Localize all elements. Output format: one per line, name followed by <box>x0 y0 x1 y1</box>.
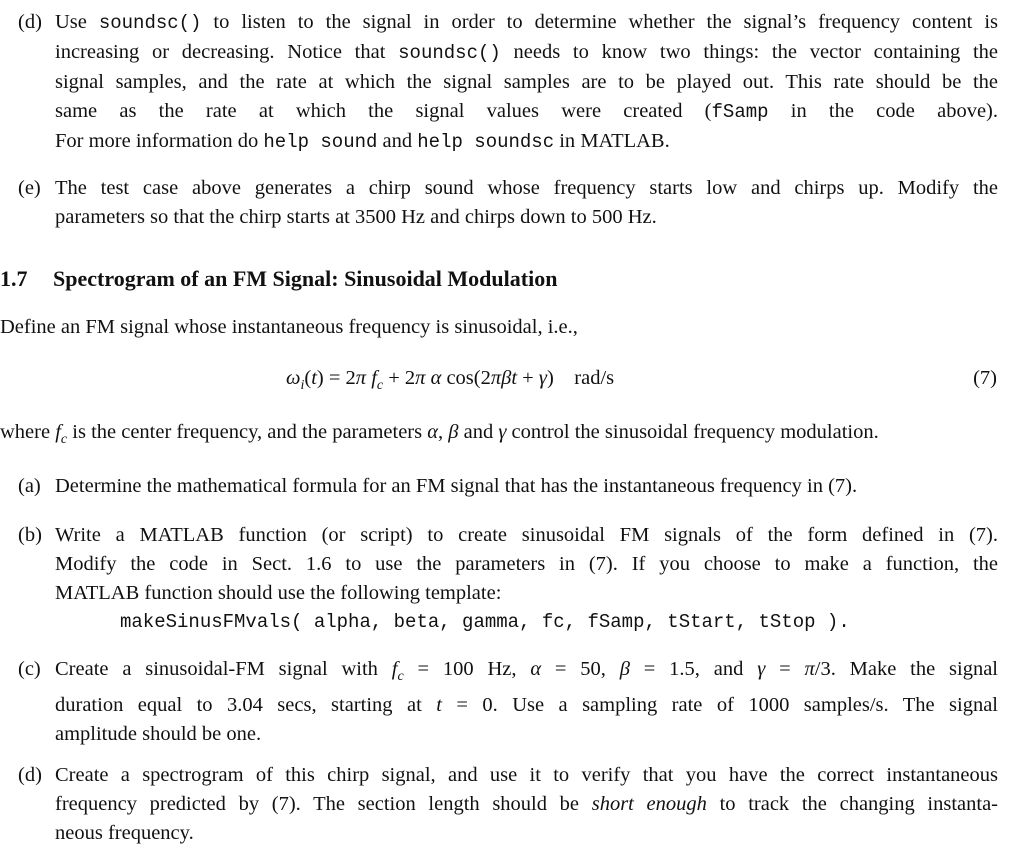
inline-code: help sound <box>263 131 378 153</box>
inline-code: fSamp <box>711 101 769 123</box>
item-label: (d) <box>18 11 42 33</box>
inline-code: soundsc() <box>398 42 501 64</box>
item-label: (b) <box>18 524 42 546</box>
math-symbol: γ <box>757 658 766 680</box>
text-line: duration equal to 3.04 secs, starting at t = 0. Use a sampling rate of 1000 samples/s. The signal <box>55 694 999 717</box>
text-line: signal samples, and the rate at which the signal samples are to be played out. This rate should be the <box>55 71 998 93</box>
text-line: amplitude should be one. <box>55 723 262 746</box>
item-text <box>55 174 998 232</box>
item-label: (d) <box>18 764 42 786</box>
section-heading <box>0 264 557 293</box>
text-line: Modify the code in Sect. 1.6 to use the parameters in (7). If you choose to make a function, the <box>55 553 998 575</box>
small-caps-text: MATLAB <box>55 582 140 604</box>
small-caps-text: MATLAB <box>139 524 224 546</box>
item-text <box>55 472 998 501</box>
text-line: MATLAB function should use the following template: <box>55 582 502 604</box>
small-caps-text: MATLAB <box>580 130 665 152</box>
item-text <box>55 761 998 848</box>
equation-number: (7) <box>973 367 997 389</box>
math-subscript: c <box>60 432 68 448</box>
emphasis-text: short enough <box>591 793 707 815</box>
code-template: makeSinusFMvals( alpha, beta, gamma, fc, fSamp, tStart, tStop ). <box>120 611 850 633</box>
item-text <box>55 655 998 749</box>
text-line: increasing or decreasing. Notice that soundsc() needs to know two things: the vector containing the <box>55 41 998 64</box>
math-symbol: α <box>427 421 438 443</box>
math-symbol: f <box>391 658 398 680</box>
item-label: (e) <box>18 177 41 199</box>
intro-paragraph: Define an FM signal whose instantaneous frequency is sinusoidal, i.e., <box>0 316 578 338</box>
text-line: Write a MATLAB function (or script) to create sinusoidal FM signals of the form defined in (7). <box>55 524 998 546</box>
text-line: parameters so that the chirp starts at 3500 Hz and chirps down to 500 Hz. <box>55 206 657 228</box>
item-label: (c) <box>18 658 41 680</box>
text-line: Use soundsc() to listen to the signal in order to determine whether the signal’s frequency content is <box>55 11 998 34</box>
math-symbol: α <box>530 658 542 680</box>
math-symbol: β <box>619 658 630 680</box>
text-line: Determine the mathematical formula for an FM signal that has the instantaneous frequency in (7). <box>55 475 858 497</box>
item-label: (a) <box>18 475 41 497</box>
text-line: neous frequency. <box>55 822 194 844</box>
text-line: same as the rate at which the signal values were created (fSamp in the code above). <box>55 100 999 123</box>
math-symbol: π <box>804 658 815 680</box>
math-symbol: f <box>55 421 61 443</box>
math-symbol: t <box>436 694 442 717</box>
math-symbol: β <box>448 421 459 443</box>
section-title: Spectrogram of an FM Signal: Sinusoidal Modulation <box>53 266 558 291</box>
where-paragraph: where $f_c$ is the center frequency, and the parameters α, β and γ control the sinusoidal frequency modulation. <box>0 421 879 448</box>
item-text <box>55 8 998 157</box>
math-symbol: γ <box>498 421 507 443</box>
text-line: The test case above generates a chirp sound whose frequency starts low and chirps up. Modify the <box>55 177 998 199</box>
text-line: For more information do help sound and help soundsc in MATLAB. <box>55 130 670 153</box>
inline-code: soundsc() <box>98 12 202 34</box>
section-number: 1.7 <box>0 266 28 291</box>
equation-7: $\omega_i(t) = 2\pi$ $f_c + 2\pi$ α cos(2πβt + γ) rad/s <box>286 367 615 394</box>
inline-code: help soundsc <box>417 131 555 153</box>
text-line: frequency predicted by (7). The section length should be short enough to track the changing instanta- <box>55 793 999 815</box>
text-line: Create a sinusoidal-FM signal with $f_c = 100$ Hz, α = 50, β = 1.5, and γ = π/3. Make the signal <box>55 658 999 685</box>
text-line: Create a spectrogram of this chirp signal, and use it to verify that you have the correct instantaneous <box>55 764 998 786</box>
item-text <box>55 521 998 608</box>
math-subscript: c <box>397 669 404 685</box>
